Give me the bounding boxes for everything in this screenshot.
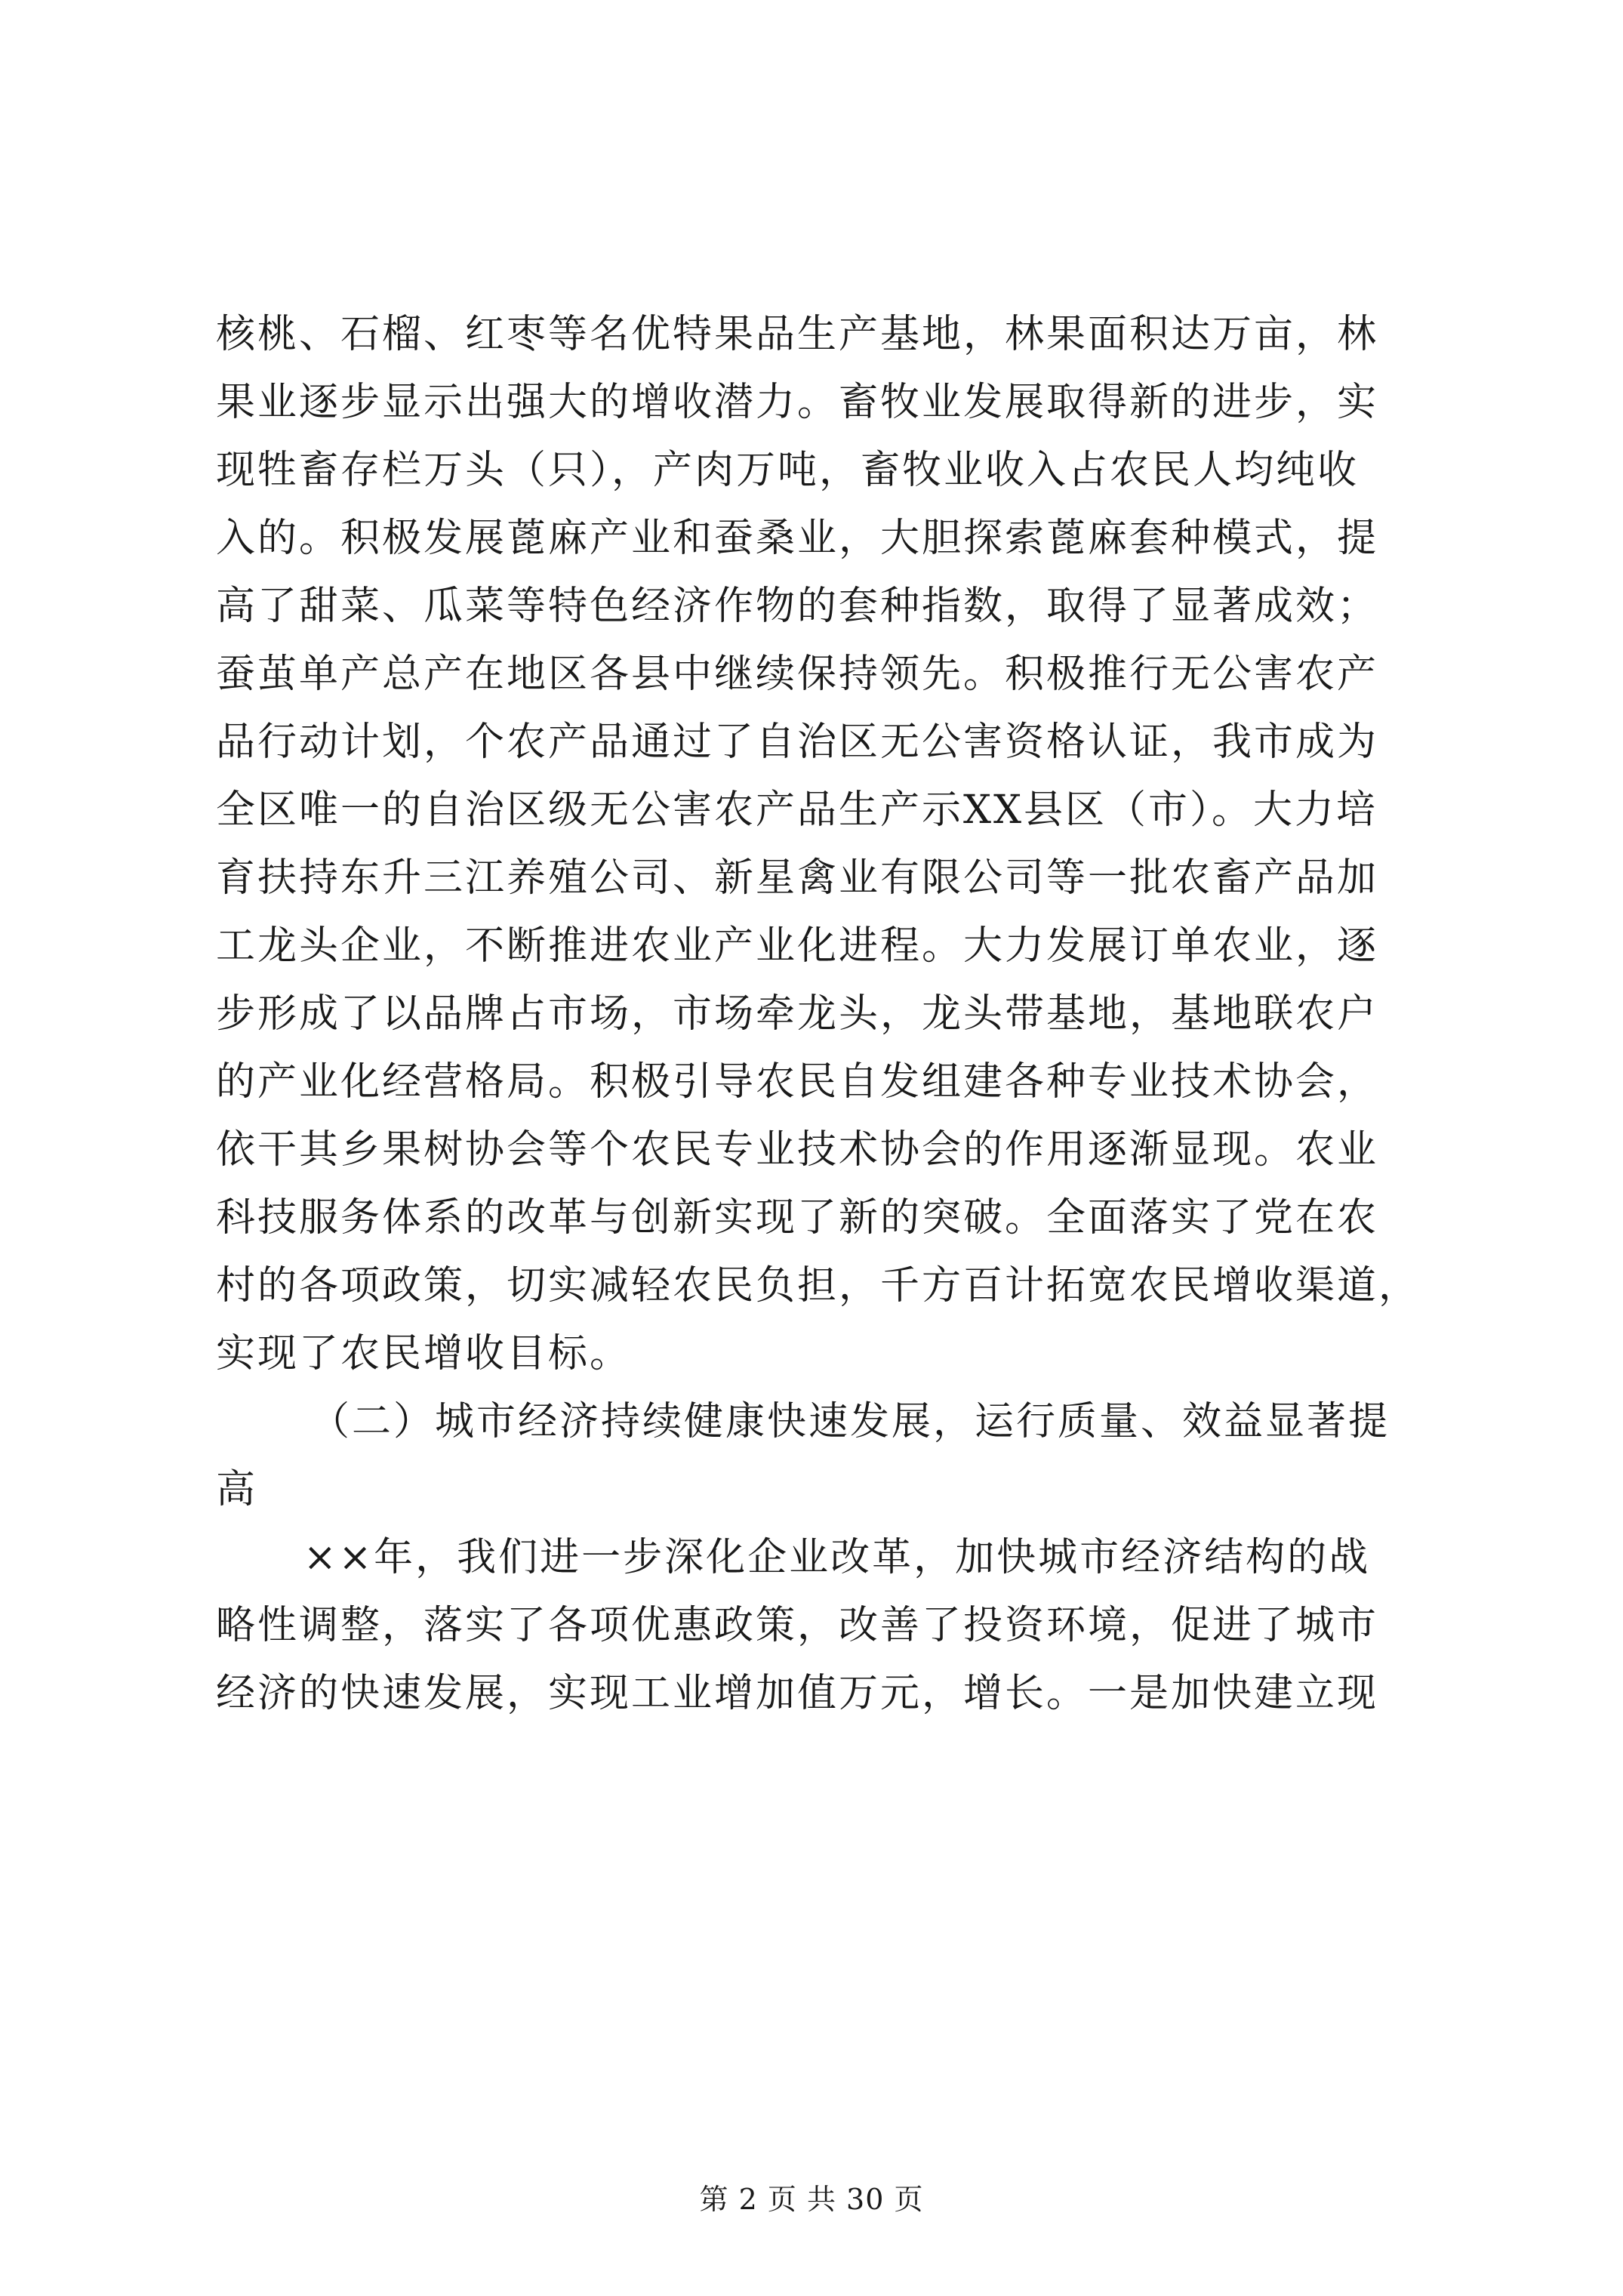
text-line: 入的。积极发展蓖麻产业和蚕桑业，大胆探索蓖麻套种模式，提 [216, 516, 1379, 561]
text-line: 品行动计划，个农产品通过了自治区无公害资格认证，我市成为 [216, 720, 1379, 765]
text-line: 经济的快速发展，实现工业增加值万元，增长。一是加快建立现 [216, 1671, 1379, 1716]
page-number-footer: 第 2 页 共 30 页 [699, 2183, 924, 2216]
text-line: 蚕茧单产总产在地区各县中继续保持领先。积极推行无公害农产 [216, 652, 1379, 697]
text-line: 的产业化经营格局。积极引导农民自发组建各种专业技术协会， [216, 1059, 1379, 1105]
text-line: 全区唯一的自治区级无公害农产品生产示XX县区（市）。大力培 [216, 787, 1378, 833]
text-line: 现牲畜存栏万头（只），产肉万吨，畜牧业收入占农民人均纯收 [216, 448, 1360, 493]
body-text [216, 300, 1424, 1727]
text-line: 核桃、石榴、红枣等名优特果品生产基地，林果面积达万亩，林 [216, 312, 1379, 357]
section-heading-continued: 高 [216, 1467, 258, 1512]
text-line: 依干其乡果树协会等个农民专业技术协会的作用逐渐显现。农业 [216, 1127, 1379, 1173]
text-line: 步形成了以品牌占市场，市场牵龙头，龙头带基地，基地联农户 [216, 991, 1379, 1037]
text-line: 果业逐步显示出强大的增收潜力。畜牧业发展取得新的进步，实 [216, 380, 1379, 425]
text-line: 工龙头企业，不断推进农业产业化进程。大力发展订单农业，逐 [216, 923, 1379, 969]
section-heading: （二）城市经济持续健康快速发展，运行质量、效益显著提 [310, 1399, 1390, 1444]
text-line: 村的各项政策，切实减轻农民负担，千方百计拓宽农民增收渠道， [216, 1263, 1421, 1308]
text-line: 育扶持东升三江养殖公司、新星禽业有限公司等一批农畜产品加 [216, 855, 1379, 901]
text-line: 高了甜菜、瓜菜等特色经济作物的套种指数，取得了显著成效； [216, 584, 1379, 629]
text-line: 略性调整，落实了各项优惠政策，改善了投资环境，促进了城市 [216, 1603, 1379, 1648]
text-line: 科技服务体系的改革与创新实现了新的突破。全面落实了党在农 [216, 1195, 1379, 1240]
paragraph-first-line: ××年，我们进一步深化企业改革，加快城市经济结构的战 [303, 1535, 1371, 1580]
text-line: 实现了农民增收目标。 [216, 1331, 632, 1376]
